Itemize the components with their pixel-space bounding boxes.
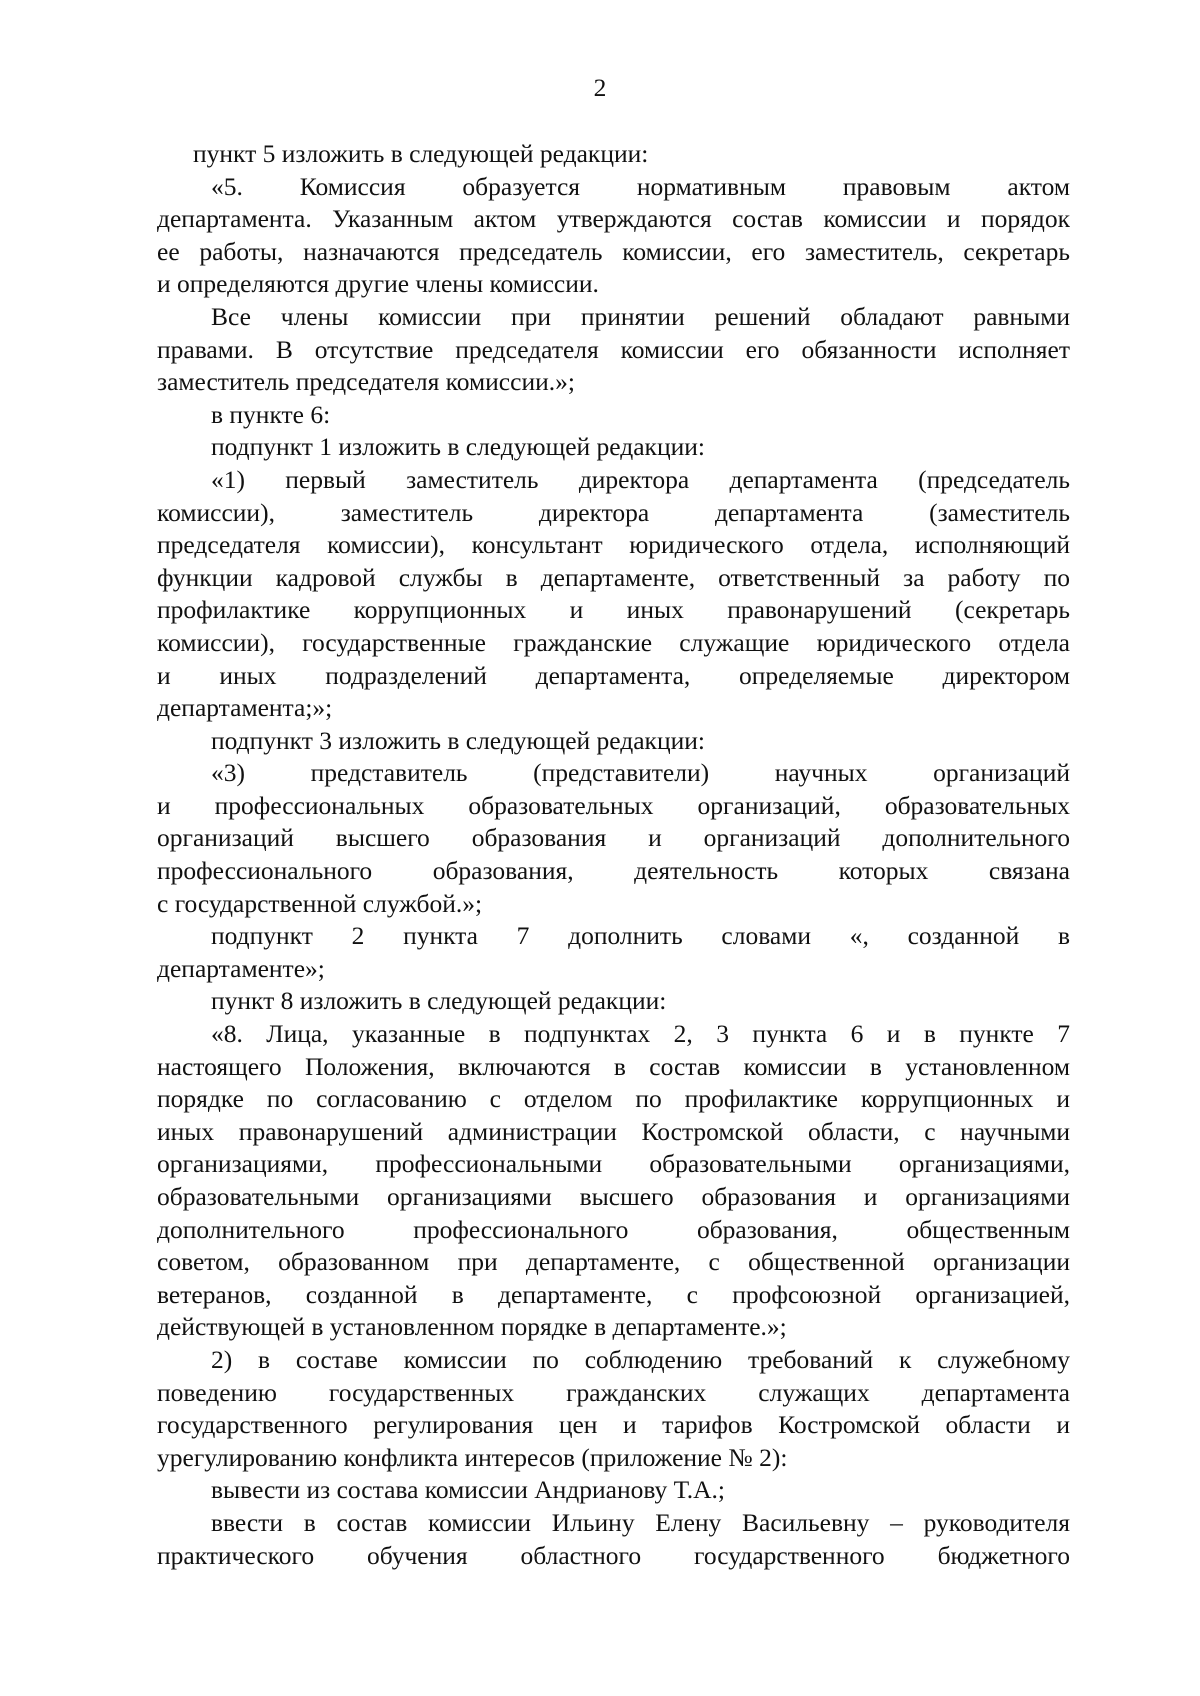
text-line: пункт 5 изложить в следующей редакции: [193,139,649,168]
text-line: организациями, профессиональными образовательными организациями, [157,1149,1070,1179]
text-line: председателя комиссии), консультант юридического отдела, исполняющий [157,530,1070,560]
text-line: с государственной службой.»; [157,888,483,918]
text-line: департамента. Указанным актом утверждаются состав комиссии и порядок [157,204,1070,234]
text-line: профилактике коррупционных и иных правонарушений (секретарь [157,595,1070,625]
text-line: поведению государственных гражданских служащих департамента [157,1377,1070,1407]
text-line: и профессиональных образовательных организаций, образовательных [157,790,1070,820]
text-line: пункт 8 изложить в следующей редакции: [211,986,667,1016]
text-line: комиссии), государственные гражданские служащие юридического отдела [157,627,1070,657]
text-line: и иных подразделений департамента, определяемые директором [157,660,1070,690]
page-number: 2 [593,73,607,102]
text-line: Все члены комиссии при принятии решений обладают равными [211,301,1070,331]
text-line: государственного регулирования цен и тарифов Костромской области и [157,1410,1070,1440]
text-line: советом, образованном при департаменте, с общественной организации [157,1247,1070,1277]
text-line: подпункт 2 пункта 7 дополнить словами «, созданной в [211,921,1070,951]
text-line: ввести в состав комиссии Ильину Елену Васильевну – руководителя [211,1507,1070,1537]
text-line: департамента;»; [157,693,333,723]
text-line: функции кадровой службы в департаменте, ответственный за работу по [157,562,1070,592]
text-line: настоящего Положения, включаются в состав комиссии в установленном [157,1051,1070,1081]
text-line: ветеранов, созданной в департаменте, с профсоюзной организацией, [157,1279,1070,1309]
text-line: порядке по согласованию с отделом по профилактике коррупционных и [157,1084,1070,1114]
text-line: вывести из состава комиссии Андрианову Т.А.; [211,1475,725,1505]
text-line: профессионального образования, деятельность которых связана [157,856,1070,886]
text-line: в пункте 6: [211,399,331,429]
text-line: подпункт 1 изложить в следующей редакции: [211,432,705,462]
text-line: комиссии), заместитель директора департамента (заместитель [157,497,1070,527]
text-line: практического обучения областного государственного бюджетного [157,1540,1070,1570]
text-line: департаменте»; [157,953,325,983]
text-line: «3) представитель (представители) научных организаций [211,758,1070,788]
text-line: «8. Лица, указанные в подпунктах 2, 3 пункта 6 и в пункте 7 [211,1019,1070,1049]
document-body [157,138,1070,1572]
text-line: урегулированию конфликта интересов (приложение № 2): [157,1442,788,1472]
text-line: подпункт 3 изложить в следующей редакции: [211,725,705,755]
text-line: иных правонарушений администрации Костромской области, с научными [157,1116,1070,1146]
text-line: заместитель председателя комиссии.»; [157,367,575,397]
text-line: и определяются другие члены комиссии. [157,269,599,299]
text-line: правами. В отсутствие председателя комиссии его обязанности исполняет [157,334,1070,364]
text-line: действующей в установленном порядке в департаменте.»; [157,1312,787,1342]
text-line: 2) в составе комиссии по соблюдению требований к служебному [211,1344,1070,1374]
text-line: образовательными организациями высшего образования и организациями [157,1182,1070,1211]
text-line: дополнительного профессионального образования, общественным [157,1214,1070,1244]
text-line: ее работы, назначаются председатель комиссии, его заместитель, секретарь [157,236,1070,266]
text-line: «5. Комиссия образуется нормативным правовым актом [211,171,1070,201]
text-line: организаций высшего образования и организаций дополнительного [157,823,1070,853]
text-line: «1) первый заместитель директора департамента (председатель [211,464,1070,494]
